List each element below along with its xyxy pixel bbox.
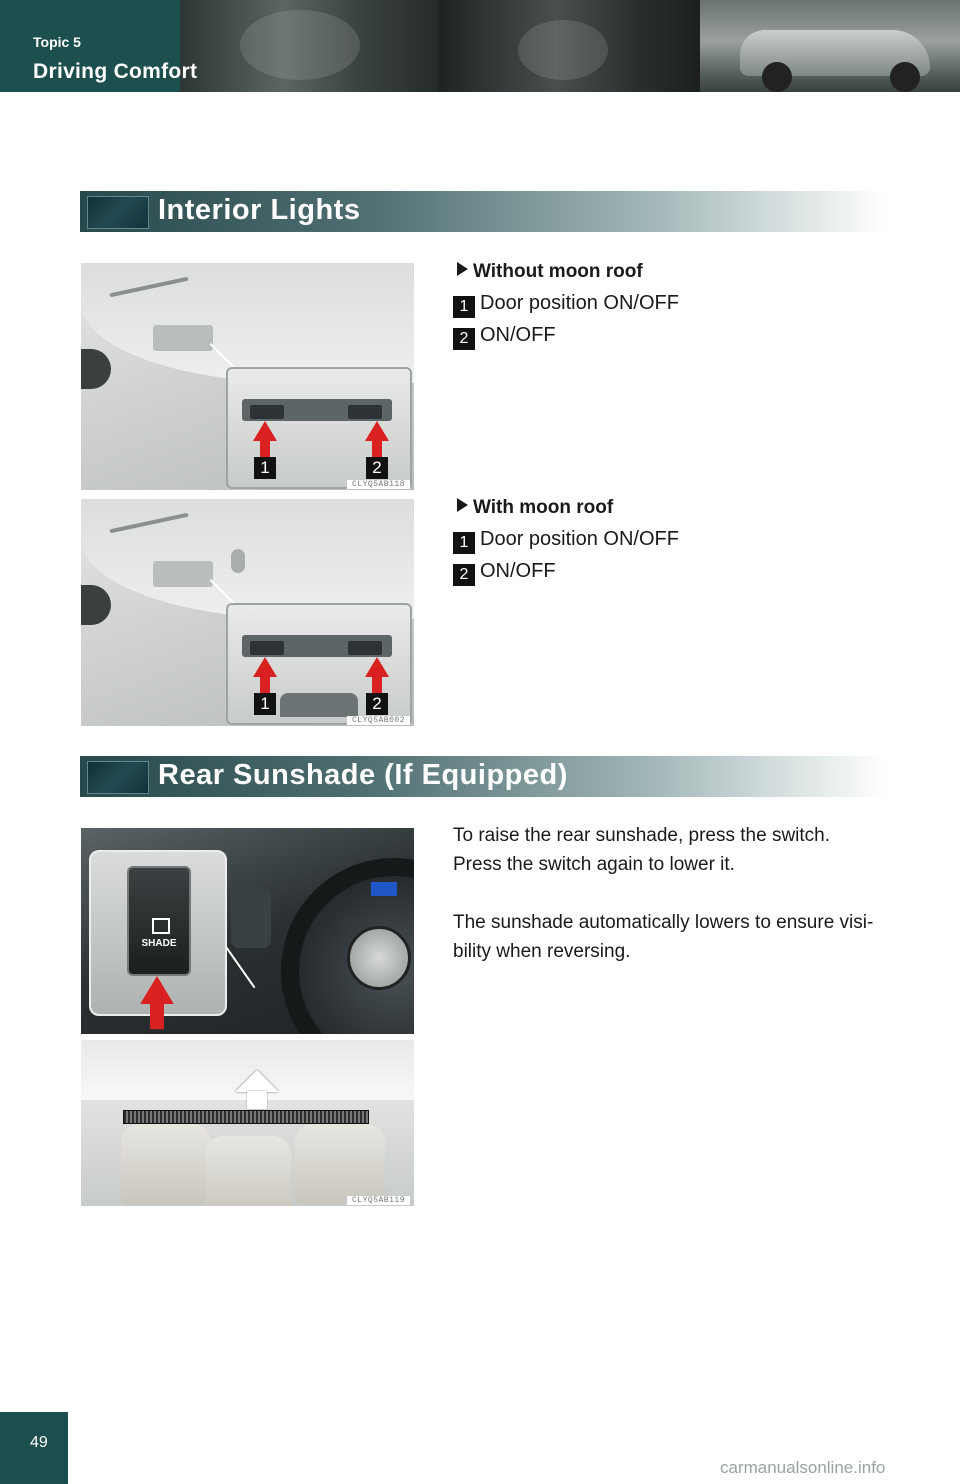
switch-panel (89, 850, 227, 1016)
triangle-bullet-icon (457, 262, 468, 276)
lexus-logo-icon (347, 926, 411, 990)
subheading-with-moon-roof: With moon roof (457, 497, 613, 519)
chapter-title: Driving Comfort (33, 60, 198, 83)
list-item: 1 Door position ON/OFF (453, 528, 679, 554)
section-title: Rear Sunshade (If Equipped) (158, 759, 568, 791)
item-number: 1 (453, 532, 475, 554)
sunshade-icon (152, 918, 170, 934)
image-caption: CLYQ5AB002 (347, 716, 410, 725)
topic-label: Topic 5 (33, 34, 81, 50)
text-line: bility when reversing. (453, 941, 631, 962)
page-number-box (0, 1412, 68, 1484)
shade-switch (127, 866, 191, 976)
page-header (0, 0, 960, 92)
switch-label: SHADE (141, 938, 177, 949)
watermark: carmanualsonline.info (720, 1458, 886, 1477)
item-number: 2 (453, 564, 475, 586)
list-item: 2 ON/OFF (453, 560, 556, 586)
triangle-bullet-icon (457, 498, 468, 512)
page-number: 49 (30, 1434, 48, 1451)
section-banner-interior-lights (80, 191, 886, 232)
sunshade-net (123, 1110, 369, 1124)
section-banner-rear-sunshade (80, 756, 886, 797)
callout-2: 2 (366, 693, 388, 715)
text-line: To raise the rear sunshade, press the switch. (453, 825, 831, 846)
text-line: The sunshade automatically lowers to ensure visi- (453, 912, 874, 933)
header-photo-car (700, 0, 960, 92)
text-line: Press the switch again to lower it. (453, 854, 735, 875)
illustration-rear-sunshade (81, 1040, 414, 1206)
callout-1: 1 (254, 693, 276, 715)
illustration-with-moon-roof (81, 499, 414, 726)
list-item: 2 ON/OFF (453, 324, 556, 350)
subheading-without-moon-roof: Without moon roof (457, 261, 643, 283)
banner-tile (87, 761, 149, 794)
item-number: 2 (453, 328, 475, 350)
banner-tile (87, 196, 149, 229)
image-caption: CLYQ5AB119 (347, 1196, 410, 1205)
up-arrow-icon (235, 1070, 279, 1092)
header-photo-door (180, 0, 438, 92)
header-photo-dashboard (438, 0, 700, 92)
callout-1: 1 (254, 457, 276, 479)
callout-2: 2 (366, 457, 388, 479)
sunshade-instructions (453, 821, 903, 966)
image-caption: CLYQ5AB118 (347, 480, 410, 489)
illustration-sunshade-switch (81, 828, 414, 1034)
section-title: Interior Lights (158, 194, 361, 226)
item-number: 1 (453, 296, 475, 318)
list-item: 1 Door position ON/OFF (453, 292, 679, 318)
illustration-without-moon-roof (81, 263, 414, 490)
